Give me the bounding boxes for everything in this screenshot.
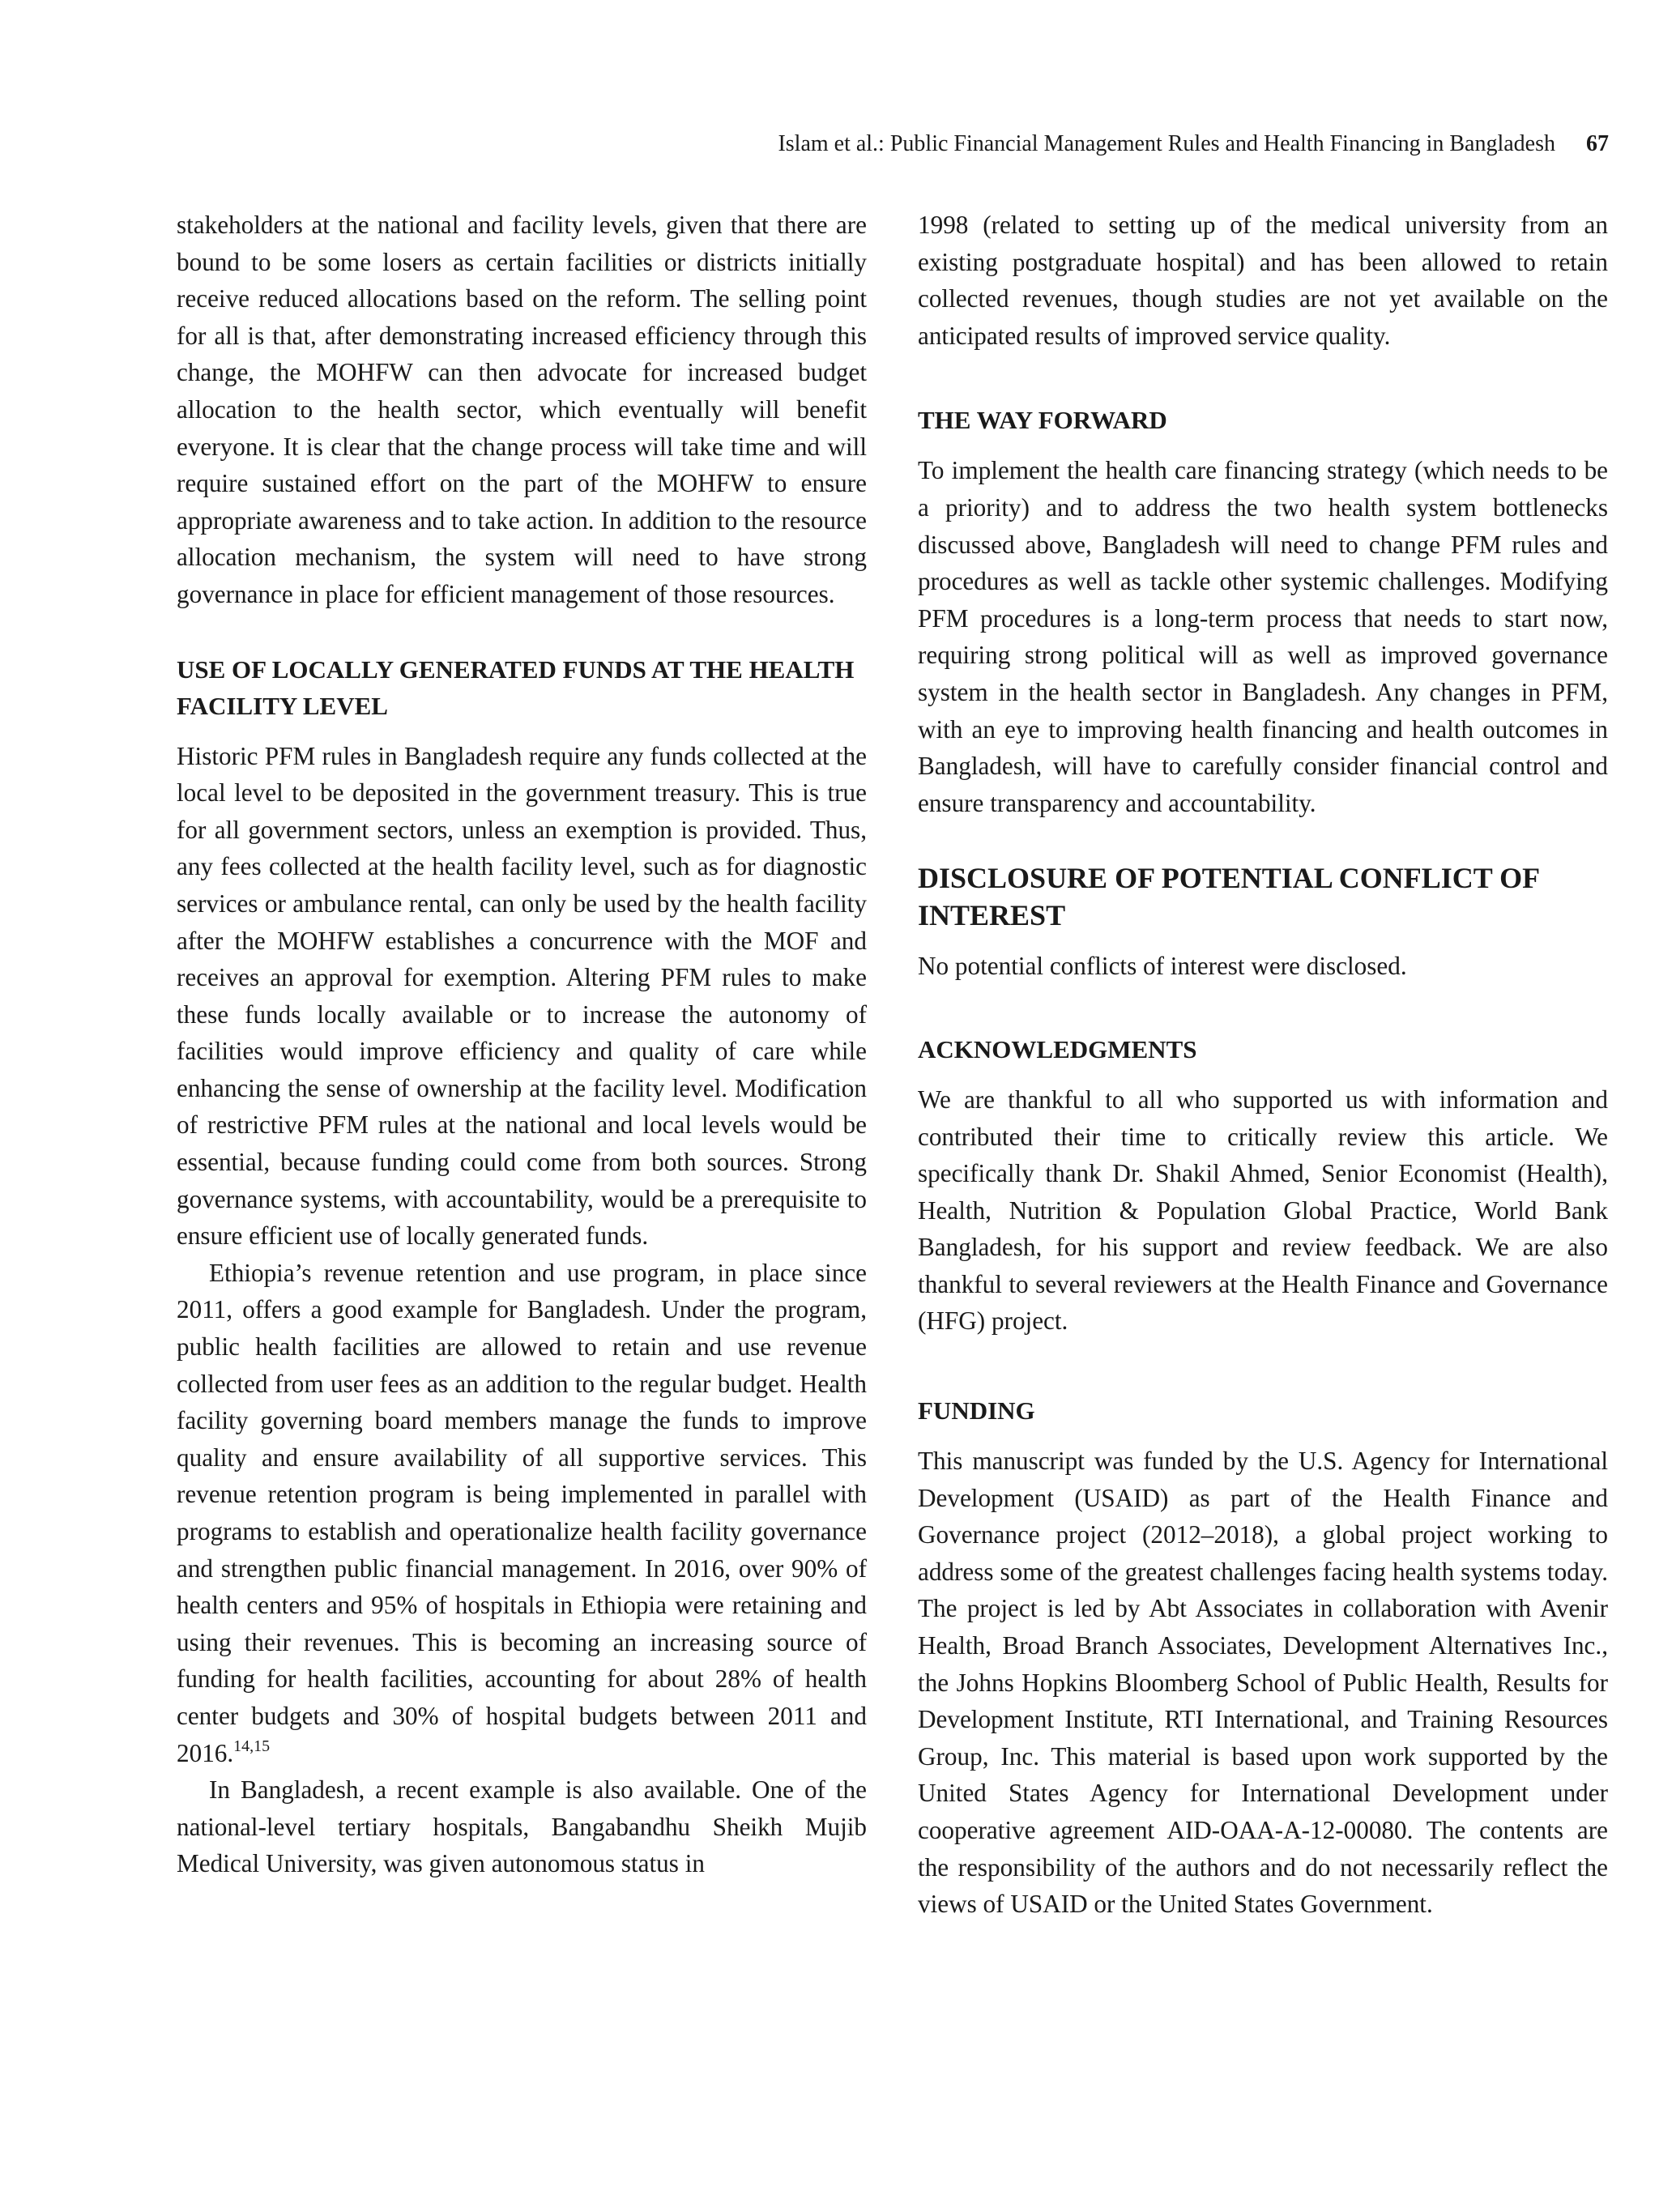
heading-way-forward: THE WAY FORWARD xyxy=(918,406,1167,435)
page-number: 67 xyxy=(1586,131,1609,156)
paragraph-bangladesh-example: In Bangladesh, a recent example is also available. One of the national-level tertiary hospitals, Bangabandhu Sheikh Mujib Medical University, was given autonomous status in xyxy=(177,1775,867,1878)
heading-funding: FUNDING xyxy=(918,1396,1035,1426)
paragraph-historic-pfm-rules: Historic PFM rules in Bangladesh require any funds collected at the local level to be deposited in the government treasury. This is true for all government sectors, unless an exemption is provided. Thus, any fees collected at the health facility level, such as for diagnostic services or ambulance rental, can only be used by the health facility after the MOHFW establishes a concurrence with the MOF and receives an approval for exemption. Altering PFM rules to make these funds locally available or to increase the autonomy of facilities would improve efficiency and quality of care while enhancing the sense of ownership at the facility level. Modification of restrictive PFM rules at the national and local levels would be essential, because funding could come from both sources. Strong governance systems, with accountability, would be a prerequisite to ensure efficient use of locally generated funds. xyxy=(177,741,867,1251)
paragraph-acknowledgments: We are thankful to all who supported us with information and contributed their time to critically review this article. We specifically thank Dr. Shakil Ahmed, Senior Economist (Health), Health, Nutrition & Population Global Practice, World Bank Bangladesh, for his support and review feedback. We are also thankful to several reviewers at the Health Finance and Governance (HFG) project. xyxy=(918,1085,1608,1336)
running-title: Islam et al.: Public Financial Management Rules and Health Financing in Bangladesh xyxy=(778,131,1555,156)
paragraph-funding: This manuscript was funded by the U.S. Agency for International Development (USAID) as part of the Health Finance and Governance project (2012–2018), a global project working to address some of the greatest challenges facing health systems today. The project is led by Abt Associates in collaboration with Avenir Health, Broad Branch Associates, Development Alternatives Inc., the Johns Hopkins Bloomberg School of Public Health, Results for Development Institute, RTI International, and Training Resources Group, Inc. This material is based upon work supported by the United States Agency for International Development under cooperative agreement AID-OAA-A-12-00080. The contents are the responsibility of the authors and do not necessarily reflect the views of USAID or the United States Government. xyxy=(918,1447,1608,1919)
paragraph-stakeholders: stakeholders at the national and facility levels, given that there are bound to be some losers as certain facilities or districts initially receive reduced allocations based on the reform. The selling point for all is that, after demonstrating increased efficiency through this change, the MOHFW can then advocate for increased budget allocation to the health sector, which eventually will benefit everyone. It is clear that the change process will take time and will require sustained effort on the part of the MOHFW to ensure appropriate awareness and to take action. In addition to the resource allocation mechanism, the system will need to have strong governance in place for efficient management of those resources. xyxy=(177,211,867,608)
running-header xyxy=(680,128,1609,160)
heading-acknowledgments: ACKNOWLEDGMENTS xyxy=(918,1034,1197,1063)
heading-locally-generated-funds: USE OF LOCALLY GENERATED FUNDS AT THE HEALTH FACILITY LEVEL xyxy=(177,654,855,720)
paragraph-disclosure: No potential conflicts of interest were disclosed. xyxy=(918,952,1407,981)
paragraph-bsmmu-continued: 1998 (related to setting up of the medical university from an existing postgraduate hospital) and has been allowed to retain collected revenues, though studies are not yet available on the anticipated results of improved service quality. xyxy=(918,211,1608,350)
paragraph-ethiopia-example xyxy=(177,1255,867,1771)
left-column xyxy=(177,207,867,1882)
paragraph-way-forward: To implement the health care financing strategy (which needs to be a priority) and to address the two health system bottlenecks discussed above, Bangladesh will need to change PFM rules and procedures as well as tackle other systemic challenges. Modifying PFM procedures is a long-term process that needs to start now, requiring strong political will as well as improved governance system in the health sector in Bangladesh. Any changes in PFM, with an eye to improving health financing and health outcomes in Bangladesh, will have to carefully consider financial control and ensure transparency and accountability. xyxy=(918,456,1608,817)
ethiopia-text: Ethiopia’s revenue retention and use program, in place since 2011, offers a good example for Bangladesh. Under the program, public health facilities are allowed to retain and use revenue collected from user fees as an addition to the regular budget. Health facility governing board members manage the funds to improve quality and ensure availability of all supportive services. This revenue retention program is being implemented in parallel with programs to establish and operationalize health facility governance and strengthen public financial management. In 2016, over 90% of health centers and 95% of hospitals in Ethiopia were retaining and using their revenues. This is becoming an increasing source of funding for health facilities, accounting for about 28% of health center budgets and 30% of hospital budgets between 2011 and 2016. xyxy=(177,1258,867,1767)
heading-disclosure: DISCLOSURE OF POTENTIAL CONFLICT OF INTEREST xyxy=(918,862,1539,932)
right-column xyxy=(918,207,1608,1923)
citation-superscript: 14,15 xyxy=(233,1737,271,1755)
